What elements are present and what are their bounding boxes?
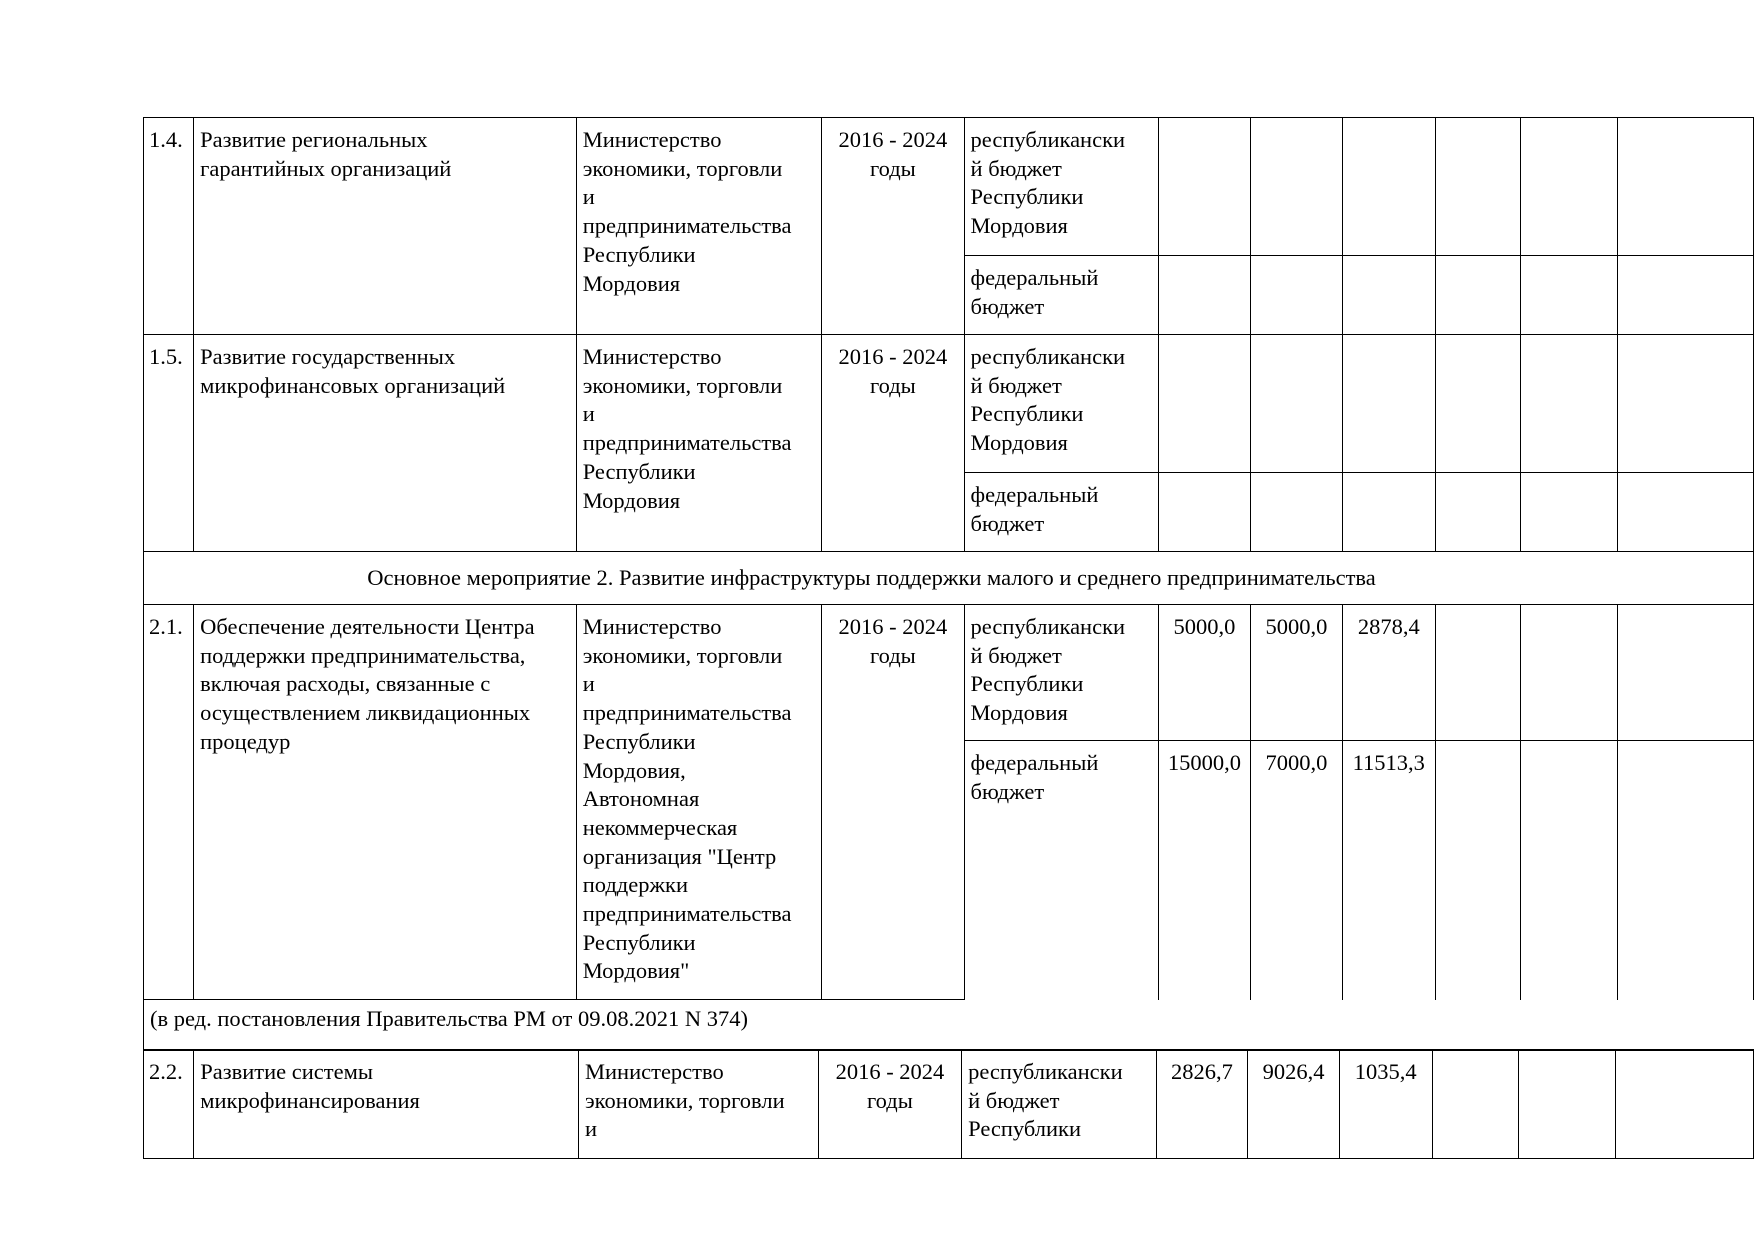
- period: 2016 - 2024 годы: [822, 118, 964, 335]
- activity-name: Развитие государственных микрофинансовых организаций: [194, 335, 577, 552]
- amendment-note: (в ред. постановления Правительства РМ от 09.08.2021 N 374): [144, 1000, 1754, 1051]
- value-cell: [1617, 256, 1753, 335]
- value-cell: 7000,0: [1251, 741, 1342, 1000]
- row-number: 2.2.: [144, 1050, 194, 1159]
- funding-source: республикански й бюджет Республики: [962, 1050, 1156, 1159]
- value-cell: [1617, 741, 1753, 1000]
- table-row: [144, 335, 1754, 473]
- value-cell: [1616, 1050, 1754, 1159]
- value-cell: [1342, 473, 1435, 552]
- activity-name: Обеспечение деятельности Центра поддержки предпринимательства, включая расходы, связанные с осуществлением ликвидационных процедур: [194, 605, 577, 1000]
- value-cell: [1617, 605, 1753, 741]
- value-cell: 1035,4: [1339, 1050, 1432, 1159]
- value-cell: [1521, 335, 1617, 473]
- executor: Министерство экономики, торговли и предпринимательства Республики Мордовия: [576, 335, 821, 552]
- value-cell: [1521, 605, 1617, 741]
- activity-name: Развитие региональных гарантийных организаций: [194, 118, 577, 335]
- value-cell: [1521, 256, 1617, 335]
- value-cell: [1158, 118, 1250, 256]
- value-cell: [1435, 335, 1521, 473]
- executor: Министерство экономики, торговли и предпринимательства Республики Мордовия: [576, 118, 821, 335]
- period: 2016 - 2024 годы: [822, 335, 964, 552]
- section-header-row: [144, 552, 1754, 605]
- funding-source: федеральный бюджет: [964, 256, 1158, 335]
- value-cell: [1521, 741, 1617, 1000]
- value-cell: 11513,3: [1342, 741, 1435, 1000]
- program-table: [143, 117, 1754, 1051]
- table-row: [144, 605, 1754, 741]
- value-cell: [1251, 256, 1342, 335]
- value-cell: 2878,4: [1342, 605, 1435, 741]
- funding-source: республикански й бюджет Республики Мордовия: [964, 605, 1158, 741]
- period: 2016 - 2024 годы: [818, 1050, 961, 1159]
- value-cell: [1342, 118, 1435, 256]
- value-cell: [1617, 335, 1753, 473]
- value-cell: [1158, 473, 1250, 552]
- value-cell: [1251, 473, 1342, 552]
- value-cell: [1432, 1050, 1518, 1159]
- executor: Министерство экономики, торговли и предпринимательства Республики Мордовия, Автономная некоммерческая организация "Центр поддержки предпринимательства Республики Мордовия": [576, 605, 821, 1000]
- program-table-continued: [143, 1049, 1754, 1159]
- value-cell: [1251, 118, 1342, 256]
- value-cell: [1617, 118, 1753, 256]
- funding-source: федеральный бюджет: [964, 741, 1158, 1000]
- funding-source: федеральный бюджет: [964, 473, 1158, 552]
- row-number: 1.4.: [144, 118, 194, 335]
- value-cell: [1617, 473, 1753, 552]
- value-cell: 9026,4: [1248, 1050, 1340, 1159]
- value-cell: [1435, 473, 1521, 552]
- value-cell: 2826,7: [1156, 1050, 1248, 1159]
- value-cell: [1158, 256, 1250, 335]
- executor: Министерство экономики, торговли и: [579, 1050, 819, 1159]
- value-cell: [1518, 1050, 1615, 1159]
- value-cell: [1435, 256, 1521, 335]
- table-row: [144, 118, 1754, 256]
- value-cell: [1521, 118, 1617, 256]
- funding-source: республикански й бюджет Республики Мордовия: [964, 118, 1158, 256]
- value-cell: [1158, 335, 1250, 473]
- row-number: 2.1.: [144, 605, 194, 1000]
- value-cell: [1342, 335, 1435, 473]
- table-row: [144, 1050, 1754, 1159]
- funding-source: республикански й бюджет Республики Мордовия: [964, 335, 1158, 473]
- value-cell: 5000,0: [1158, 605, 1250, 741]
- value-cell: [1521, 473, 1617, 552]
- amendment-note-row: [144, 1000, 1754, 1051]
- row-number: 1.5.: [144, 335, 194, 552]
- value-cell: [1435, 741, 1521, 1000]
- value-cell: [1251, 335, 1342, 473]
- value-cell: 15000,0: [1158, 741, 1250, 1000]
- value-cell: [1435, 118, 1521, 256]
- value-cell: [1435, 605, 1521, 741]
- section-header: Основное мероприятие 2. Развитие инфраструктуры поддержки малого и среднего предпринимательства: [144, 552, 1754, 605]
- activity-name: Развитие системы микрофинансирования: [194, 1050, 579, 1159]
- value-cell: [1342, 256, 1435, 335]
- period: 2016 - 2024 годы: [822, 605, 964, 1000]
- value-cell: 5000,0: [1251, 605, 1342, 741]
